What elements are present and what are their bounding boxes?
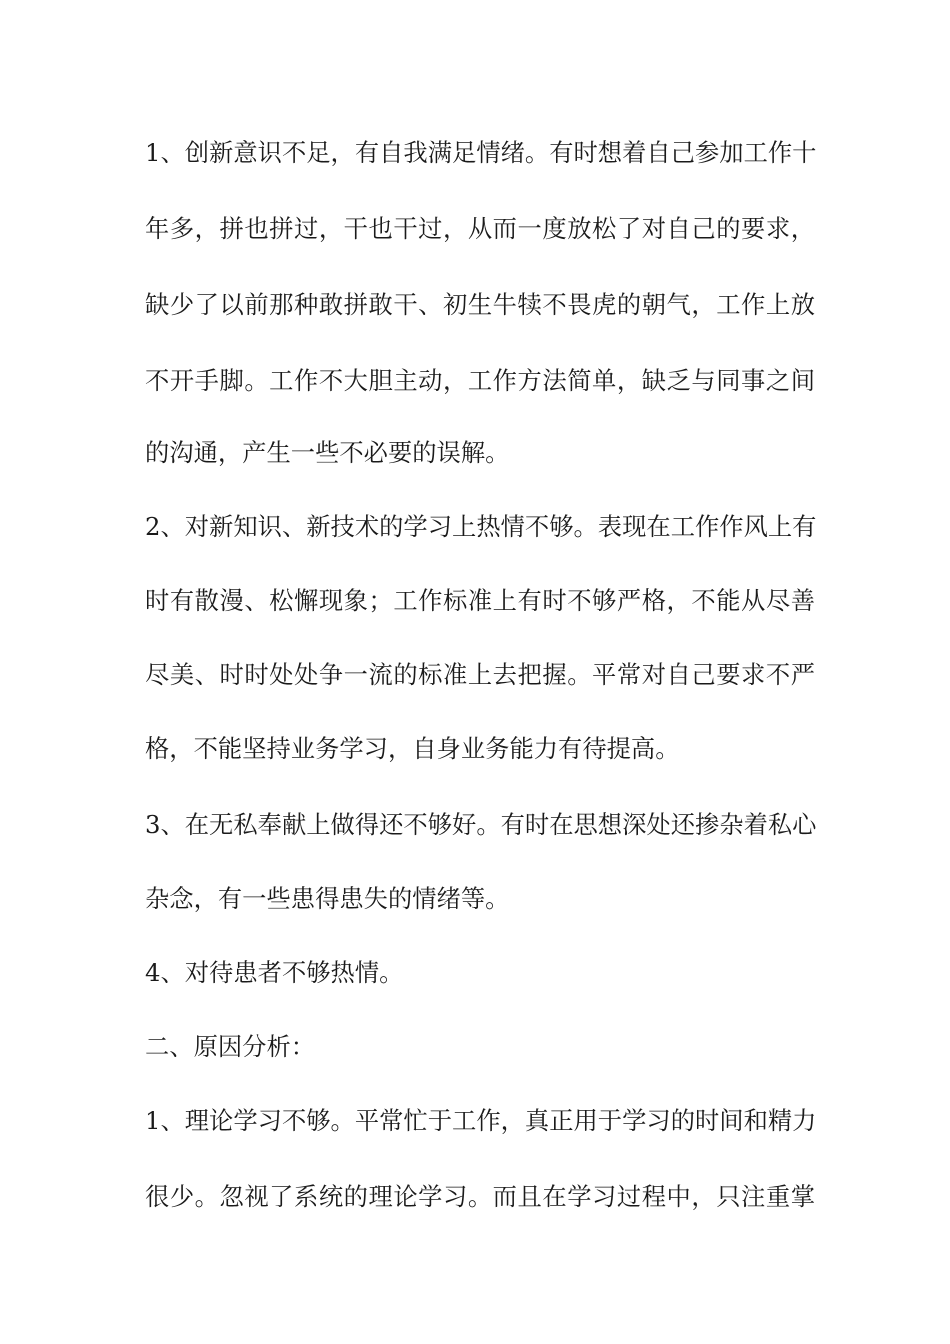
section-heading: 二、原因分析： (145, 1032, 316, 1061)
text-line: 的沟通，产生一些不必要的误解。 (145, 438, 510, 467)
text-line: 年多，拼也拼过，干也干过，从而一度放松了对自己的要求， (145, 214, 815, 243)
text-line: 时有散漫、松懈现象；工作标准上有时不够严格，不能从尽善 (145, 586, 815, 615)
text-line: 1、理论学习不够。平常忙于工作，真正用于学习的时间和精力 (145, 1106, 817, 1135)
text-line: 不开手脚。工作不大胆主动，工作方法简单，缺乏与同事之间 (145, 366, 815, 395)
text-line: 1、创新意识不足，有自我满足情绪。有时想着自己参加工作十 (145, 138, 817, 167)
text-line: 4、对待患者不够热情。 (145, 958, 404, 987)
text-line: 格，不能坚持业务学习，自身业务能力有待提高。 (145, 734, 680, 763)
text-line: 3、在无私奉献上做得还不够好。有时在思想深处还掺杂着私心 (145, 810, 817, 839)
text-line: 2、对新知识、新技术的学习上热情不够。表现在工作作风上有 (145, 512, 817, 541)
text-line: 杂念，有一些患得患失的情绪等。 (145, 884, 510, 913)
text-line: 尽美、时时处处争一流的标准上去把握。平常对自己要求不严 (145, 660, 815, 689)
text-line: 很少。忽视了系统的理论学习。而且在学习过程中，只注重掌 (145, 1182, 815, 1211)
text-line: 缺少了以前那种敢拼敢干、初生牛犊不畏虎的朝气，工作上放 (145, 290, 815, 319)
